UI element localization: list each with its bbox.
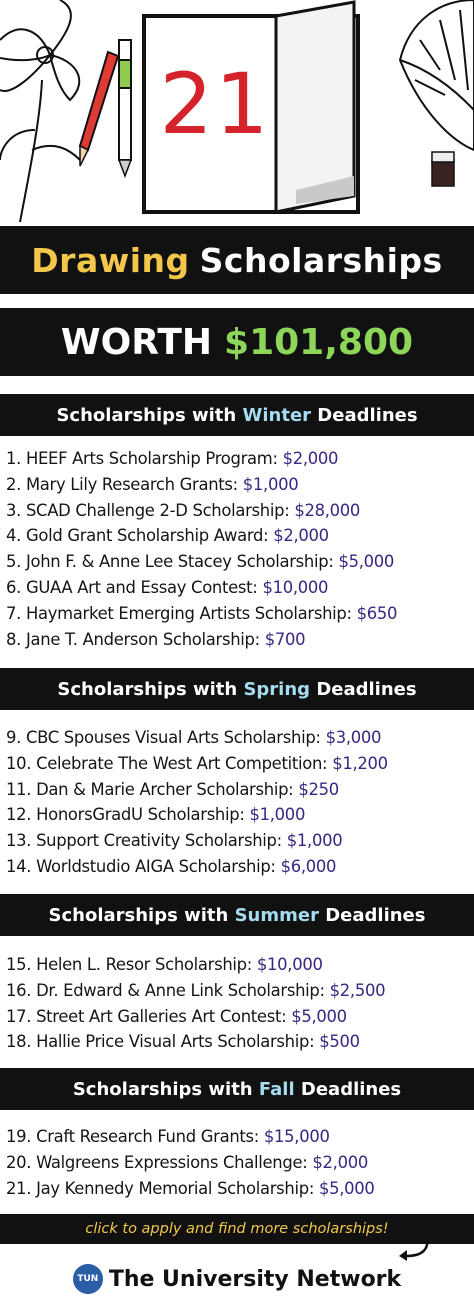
cta-label: click to apply and find more scholarships!: [85, 1221, 389, 1237]
hero-illustration: [0, 0, 474, 222]
section-suffix: Deadlines: [311, 404, 418, 426]
section-prefix: Scholarships with: [48, 904, 235, 926]
list-item: 21. Jay Kennedy Memorial Scholarship: $5,000: [6, 1178, 375, 1198]
green-pencil-icon: [119, 40, 131, 176]
list-item: 5. John F. & Anne Lee Stacey Scholarship: $5,000: [6, 552, 395, 572]
eraser-icon: [432, 152, 454, 186]
section-suffix: Deadlines: [318, 904, 426, 926]
title-accent-word: Drawing: [31, 240, 190, 280]
list-item: 3. SCAD Challenge 2-D Scholarship: $28,000: [6, 500, 361, 520]
section-header-fall: [0, 1068, 474, 1110]
list-item: 15. Helen L. Resor Scholarship: $10,000: [6, 955, 323, 974]
section-suffix: Deadlines: [310, 678, 417, 700]
season-label: Fall: [258, 1078, 295, 1100]
flower-sketch-icon: [0, 0, 80, 222]
list-item: 4. Gold Grant Scholarship Award: $2,000: [6, 526, 329, 546]
section-prefix: Scholarships with: [56, 404, 243, 426]
list-item: 13. Support Creativity Scholarship: $1,000: [6, 831, 343, 851]
title-band: [0, 226, 474, 294]
section-prefix: Scholarships with: [57, 678, 244, 700]
title-rest: Scholarships: [199, 240, 443, 280]
season-label: Summer: [234, 904, 319, 926]
list-item: 6. GUAA Art and Essay Contest: $10,000: [6, 577, 329, 597]
section-suffix: Deadlines: [294, 1078, 402, 1100]
list-item: 19. Craft Research Fund Grants: $15,000: [6, 1127, 330, 1146]
big-number: 21: [159, 55, 271, 153]
list-item: 1. HEEF Arts Scholarship Program: $2,000: [6, 449, 339, 468]
list-item: 14. Worldstudio AIGA Scholarship: $6,000: [6, 856, 337, 876]
winter-list: [6, 446, 474, 652]
section-header-summer: [0, 894, 474, 936]
leaf-sketch-icon: [400, 0, 474, 150]
red-pencil-icon: [80, 52, 118, 166]
list-item: 20. Walgreens Expressions Challenge: $2,000: [6, 1152, 368, 1172]
section-prefix: Scholarships with: [72, 1078, 259, 1100]
section-header-spring: [0, 668, 474, 710]
list-item: 11. Dan & Marie Archer Scholarship: $250: [6, 779, 339, 799]
tun-logo-icon: TUN: [73, 1264, 103, 1294]
section-header-winter: [0, 394, 474, 436]
worth-band: [0, 308, 474, 376]
season-label: Spring: [243, 678, 311, 700]
footer-brand[interactable]: [0, 1255, 474, 1303]
summer-list: [6, 952, 474, 1055]
list-item: 12. HonorsGradU Scholarship: $1,000: [6, 805, 306, 825]
fall-list: [6, 1124, 474, 1201]
list-item: 16. Dr. Edward & Anne Link Scholarship: $2,500: [6, 980, 386, 1000]
spring-list: [6, 725, 474, 880]
list-item: 18. Hallie Price Visual Arts Scholarship: $500: [6, 1032, 360, 1052]
list-item: 7. Haymarket Emerging Artists Scholarship: $650: [6, 603, 398, 623]
worth-label: WORTH: [60, 321, 213, 363]
worth-amount: $101,800: [224, 321, 414, 363]
brand-name: The University Network: [108, 1266, 402, 1292]
list-item: 8. Jane T. Anderson Scholarship: $700: [6, 629, 306, 649]
list-item: 9. CBC Spouses Visual Arts Scholarship: $3,000: [6, 728, 382, 747]
list-item: 17. Street Art Galleries Art Contest: $5,000: [6, 1006, 347, 1026]
season-label: Winter: [242, 404, 312, 426]
list-item: 10. Celebrate The West Art Competition: $1,200: [6, 753, 388, 773]
list-item: 2. Mary Lily Research Grants: $1,000: [6, 474, 299, 494]
